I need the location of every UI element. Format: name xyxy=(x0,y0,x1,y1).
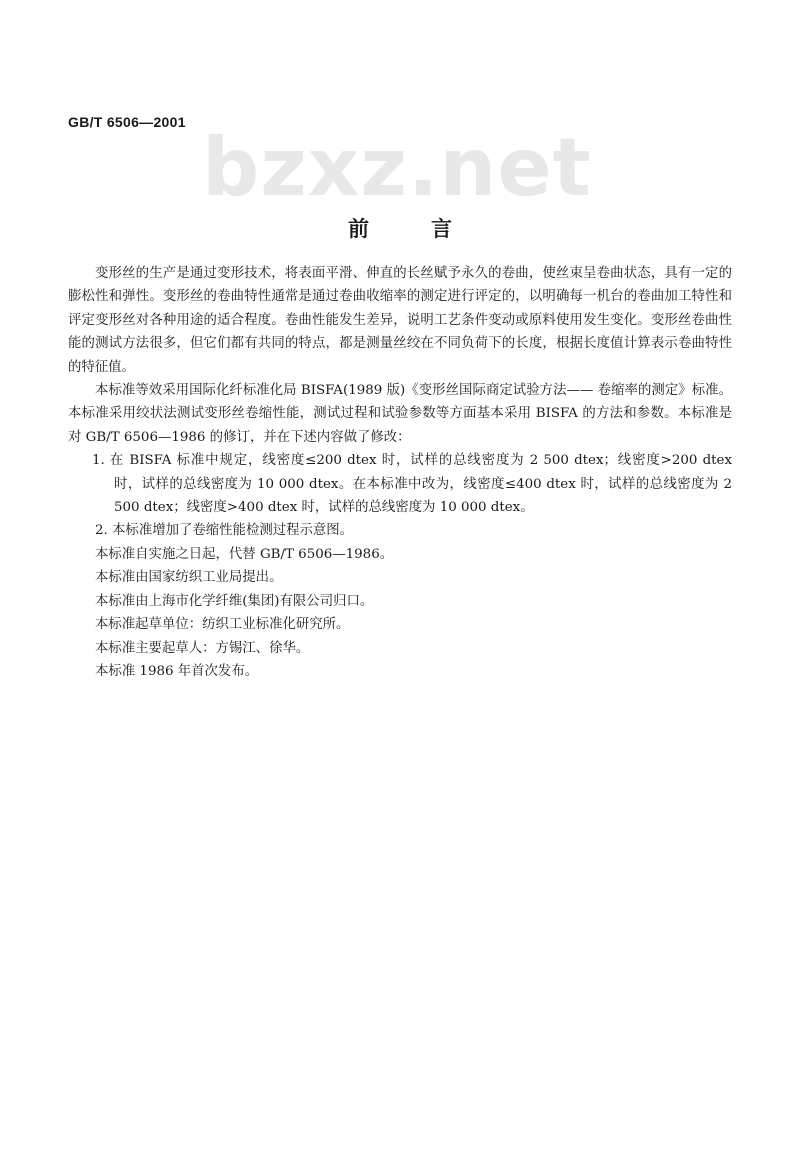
note-proposed-by: 本标准由国家纺织工业局提出。 xyxy=(95,570,283,586)
list-item-2: 2. 本标准增加了卷缩性能检测过程示意图。 xyxy=(95,523,354,539)
note-replaces: 本标准自实施之日起，代替 GB/T 6506—1986。 xyxy=(95,546,394,562)
list-item-1: 1. 在 BISFA 标准中规定，线密度≤200 dtex 时，试样的总线密度为 2 500 dtex；线密度>200 dtex 时，试样的总线密度为 10 000 dtex。在本标准中改为，线密度≤400 dtex 时，试样的总线密度为 2 500 dtex；线密度>400 dtex 时，试样的总线密度为 10 000 dtex。 xyxy=(92,453,732,516)
note-drafting-unit: 本标准起草单位：纺织工业标准化研究所。 xyxy=(95,617,350,633)
paragraph-standard-basis: 本标准等效采用国际化纤标准化局 BISFA(1989 版)《变形丝国际商定试验方法—— 卷缩率的测定》标准。本标准采用绞状法测试变形丝卷缩性能，测试过程和试验参数等方面基本采用 BISFA 的方法和参数。本标准是对 GB/T 6506—1986 的修订，并在下述内容做了修改： xyxy=(68,383,732,445)
note-drafters: 本标准主要起草人：方锡江、徐华。 xyxy=(95,640,310,656)
page-title xyxy=(0,213,800,243)
title-char-2: 言 xyxy=(431,216,452,241)
title-char-1: 前 xyxy=(348,216,369,241)
note-managed-by: 本标准由上海市化学纤维(集团)有限公司归口。 xyxy=(95,593,374,609)
standard-code: GB/T 6506—2001 xyxy=(68,114,186,130)
watermark-text: bzxz.net xyxy=(202,121,592,214)
note-first-issued: 本标准 1986 年首次发布。 xyxy=(95,663,259,679)
document-body xyxy=(68,262,732,683)
paragraph-intro: 变形丝的生产是通过变形技术，将表面平滑、伸直的长丝赋予永久的卷曲，使丝束呈卷曲状态，具有一定的膨松性和弹性。变形丝的卷曲特性通常是通过卷曲收缩率的测定进行评定的，以明确每一机台的卷曲加工特性和评定变形丝对各种用途的适合程度。卷曲性能发生差异，说明工艺条件变动或原料使用发生变化。变形丝卷曲性能的测试方法很多，但它们都有共同的特点，都是测量丝绞在不同负荷下的长度，根据长度值计算表示卷曲特性的特征值。 xyxy=(68,266,732,375)
